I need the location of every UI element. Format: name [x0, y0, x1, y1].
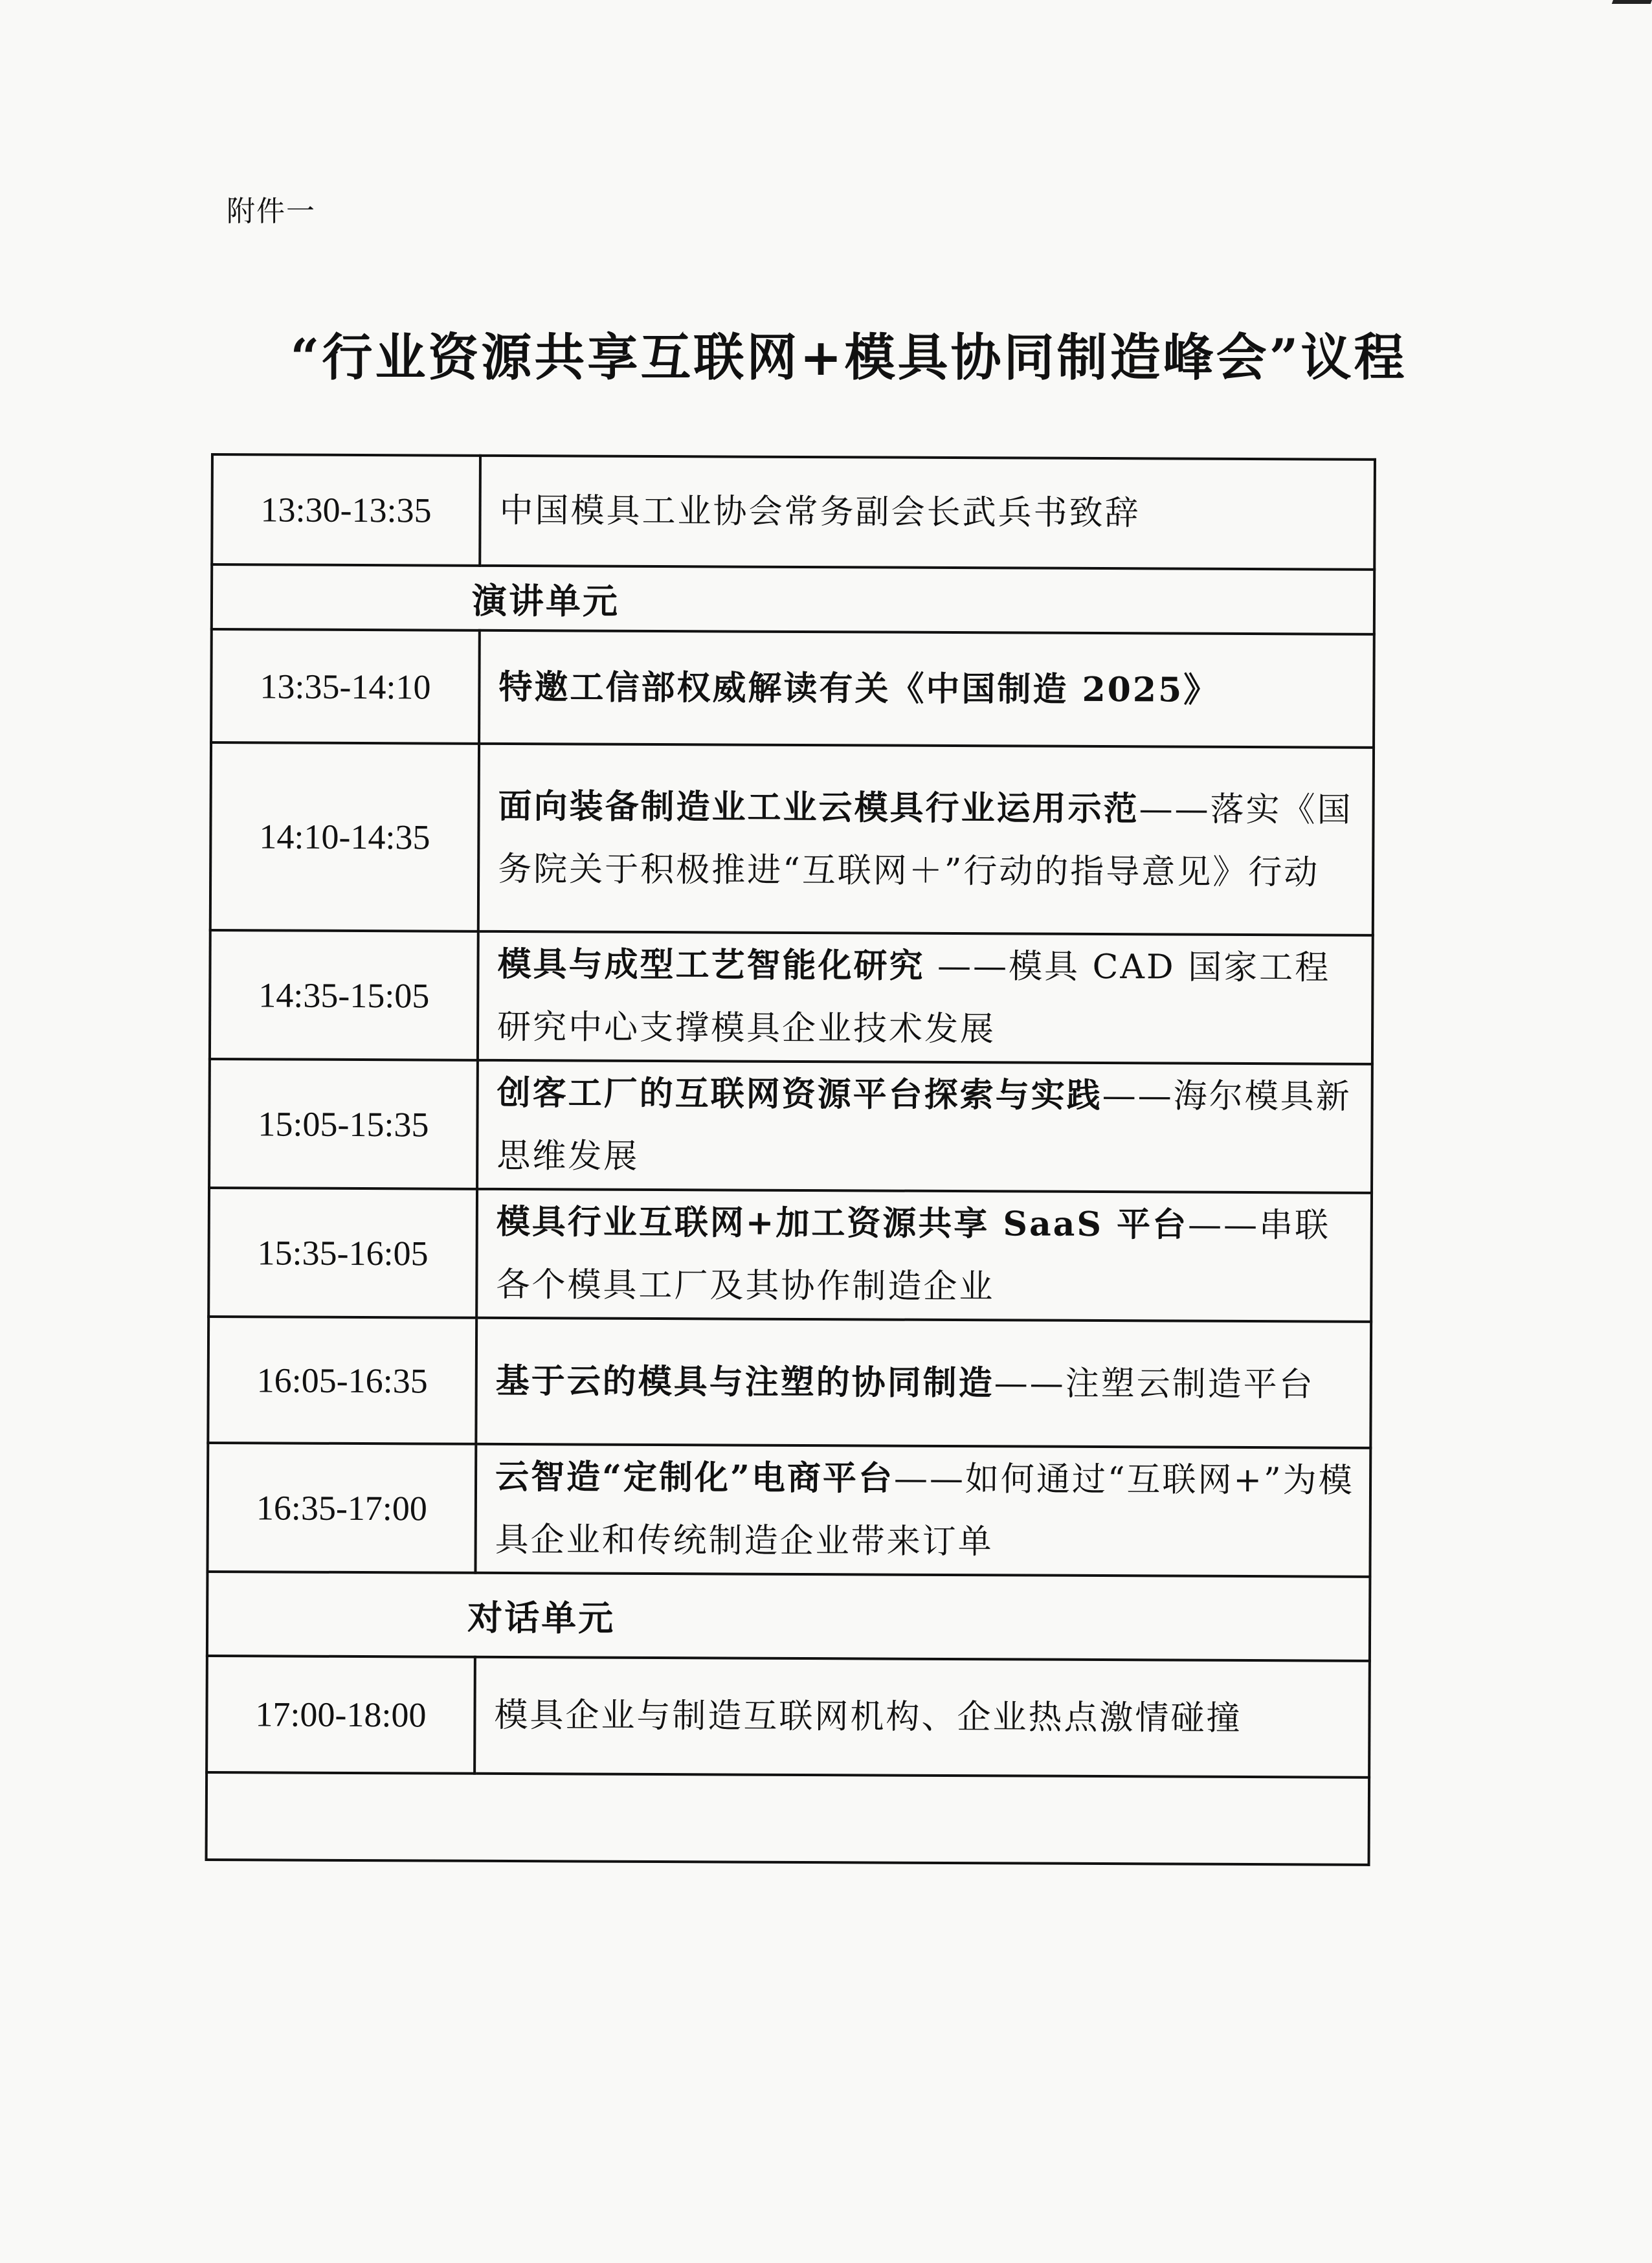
- agenda-row-empty: [206, 1772, 1370, 1865]
- agenda-topic-rest: 中国模具工业协会常务副会长武兵书致辞: [499, 491, 1141, 533]
- agenda-time: 15:35-16:05: [208, 1188, 477, 1318]
- agenda-topic-rest: ——注塑云制造平台: [994, 1363, 1315, 1404]
- agenda-topic-bold: 基于云的模具与注塑的协同制造: [495, 1361, 994, 1403]
- agenda-topic-bold: 云智造“定制化”电商平台: [495, 1456, 895, 1499]
- agenda-time: 17:00-18:00: [206, 1656, 475, 1774]
- agenda-row: [212, 454, 1375, 570]
- agenda-topic-rest: 模具企业与制造互联网机构、企业热点激情碰撞: [494, 1695, 1242, 1738]
- agenda-topic-rest: ——落实《国务院关于积极推进“互联网＋”行动的指导意见》行动: [498, 789, 1353, 892]
- agenda-topic: [480, 456, 1375, 570]
- agenda-row: [207, 1443, 1370, 1577]
- agenda-time: 14:35-15:05: [210, 930, 478, 1060]
- section-heading: 对话单元: [207, 1572, 1370, 1661]
- agenda-row: [210, 930, 1373, 1064]
- agenda-topic: [476, 1318, 1371, 1448]
- agenda-topic-rest: ——模具 CAD 国家工程研究中心支撑模具企业技术发展: [497, 946, 1331, 1049]
- agenda-topic: [478, 744, 1374, 935]
- agenda-row: [209, 1059, 1372, 1193]
- agenda-topic: [478, 931, 1373, 1064]
- scan-edge-mark: [1602, 0, 1652, 30]
- agenda-topic-bold: 面向装备制造业工业云模具行业运用示范: [498, 786, 1139, 829]
- agenda-time: 15:05-15:35: [209, 1059, 478, 1189]
- agenda-topic: [475, 1444, 1370, 1577]
- agenda-topic: [476, 1189, 1372, 1322]
- agenda-row: [210, 742, 1374, 935]
- agenda-empty-cell: [206, 1772, 1370, 1865]
- agenda-row: [211, 629, 1374, 748]
- agenda-topic-bold: 模具与成型工艺智能化研究: [497, 944, 925, 986]
- agenda-topic-bold: 模具行业互联网+加工资源共享 SaaS 平台: [496, 1201, 1189, 1245]
- section-heading: 演讲单元: [212, 564, 1374, 634]
- agenda-table: [205, 453, 1376, 1866]
- agenda-topic-rest: ——如何通过“互联网+”为模具企业和传统制造企业带来订单: [495, 1459, 1354, 1562]
- agenda-row: [206, 1656, 1370, 1778]
- agenda-topic-rest: ——串联各个模具工厂及其协作制造企业: [496, 1205, 1331, 1307]
- agenda-topic: [474, 1657, 1370, 1778]
- agenda-time: 13:30-13:35: [212, 454, 480, 566]
- section-row: [212, 564, 1374, 634]
- agenda-time: 13:35-14:10: [211, 629, 480, 744]
- attachment-label: 附件一: [227, 195, 316, 228]
- agenda-row: [208, 1317, 1371, 1448]
- agenda-topic-bold: 特邀工信部权威解读有关《中国制造 2025》: [498, 667, 1220, 710]
- agenda-time: 16:05-16:35: [208, 1317, 476, 1444]
- agenda-time: 14:10-14:35: [210, 742, 479, 931]
- agenda-topic-bold: 创客工厂的互联网资源平台探索与实践: [497, 1073, 1102, 1116]
- page-title: “行业资源共享互联网+模具协同制造峰会”议程: [290, 328, 1407, 387]
- agenda-row: [208, 1188, 1372, 1322]
- section-row: [207, 1572, 1370, 1661]
- agenda-topic: [479, 630, 1374, 748]
- agenda-topic-rest: ——海尔模具新思维发展: [497, 1076, 1352, 1176]
- agenda-time: 16:35-17:00: [207, 1443, 476, 1573]
- agenda-topic: [477, 1060, 1372, 1193]
